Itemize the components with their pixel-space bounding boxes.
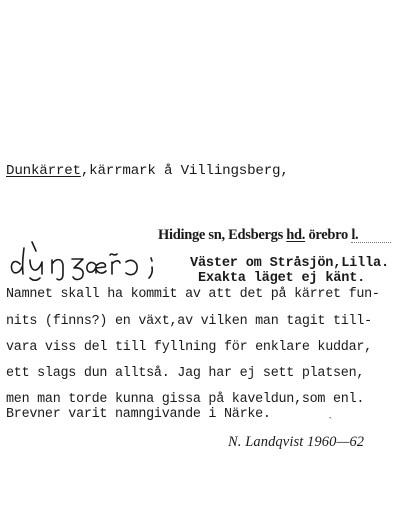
stray-mark: ` [327,417,334,429]
parish-line [158,227,358,244]
location-line-2: Exakta läget ej känt. [198,271,366,286]
body-line-3: vara viss del till fyllning för enklare kuddar, [6,340,372,355]
card-title [6,163,289,179]
body-line-6: Brevner varit namngivande i Närke. [6,407,271,422]
phonetic-transcription [6,240,166,282]
body-line-1: Namnet skall ha kommit av att det på kärret fun- [6,287,380,302]
place-name: Dunkärret [6,163,81,179]
author-signature: N. Landqvist 1960—62 [228,434,365,450]
parish-county: örebro l. [305,227,359,243]
parish-main: Hidinge sn, Edsbergs [158,227,287,243]
body-line-2: nits (finns?) en växt,av vilken man tagit till- [6,314,372,329]
location-line-1: Väster om Stråsjön,Lilla. [190,256,389,271]
parish-rule [351,242,391,243]
place-description: ,kärrmark å Villingsberg, [80,163,289,179]
body-line-5: men man torde kunna gissa på kaveldun,som enl. [6,392,365,407]
body-line-4: ett slags dun alltså. Jag har ej sett platsen, [6,366,365,381]
parish-hd: hd. [286,227,306,243]
